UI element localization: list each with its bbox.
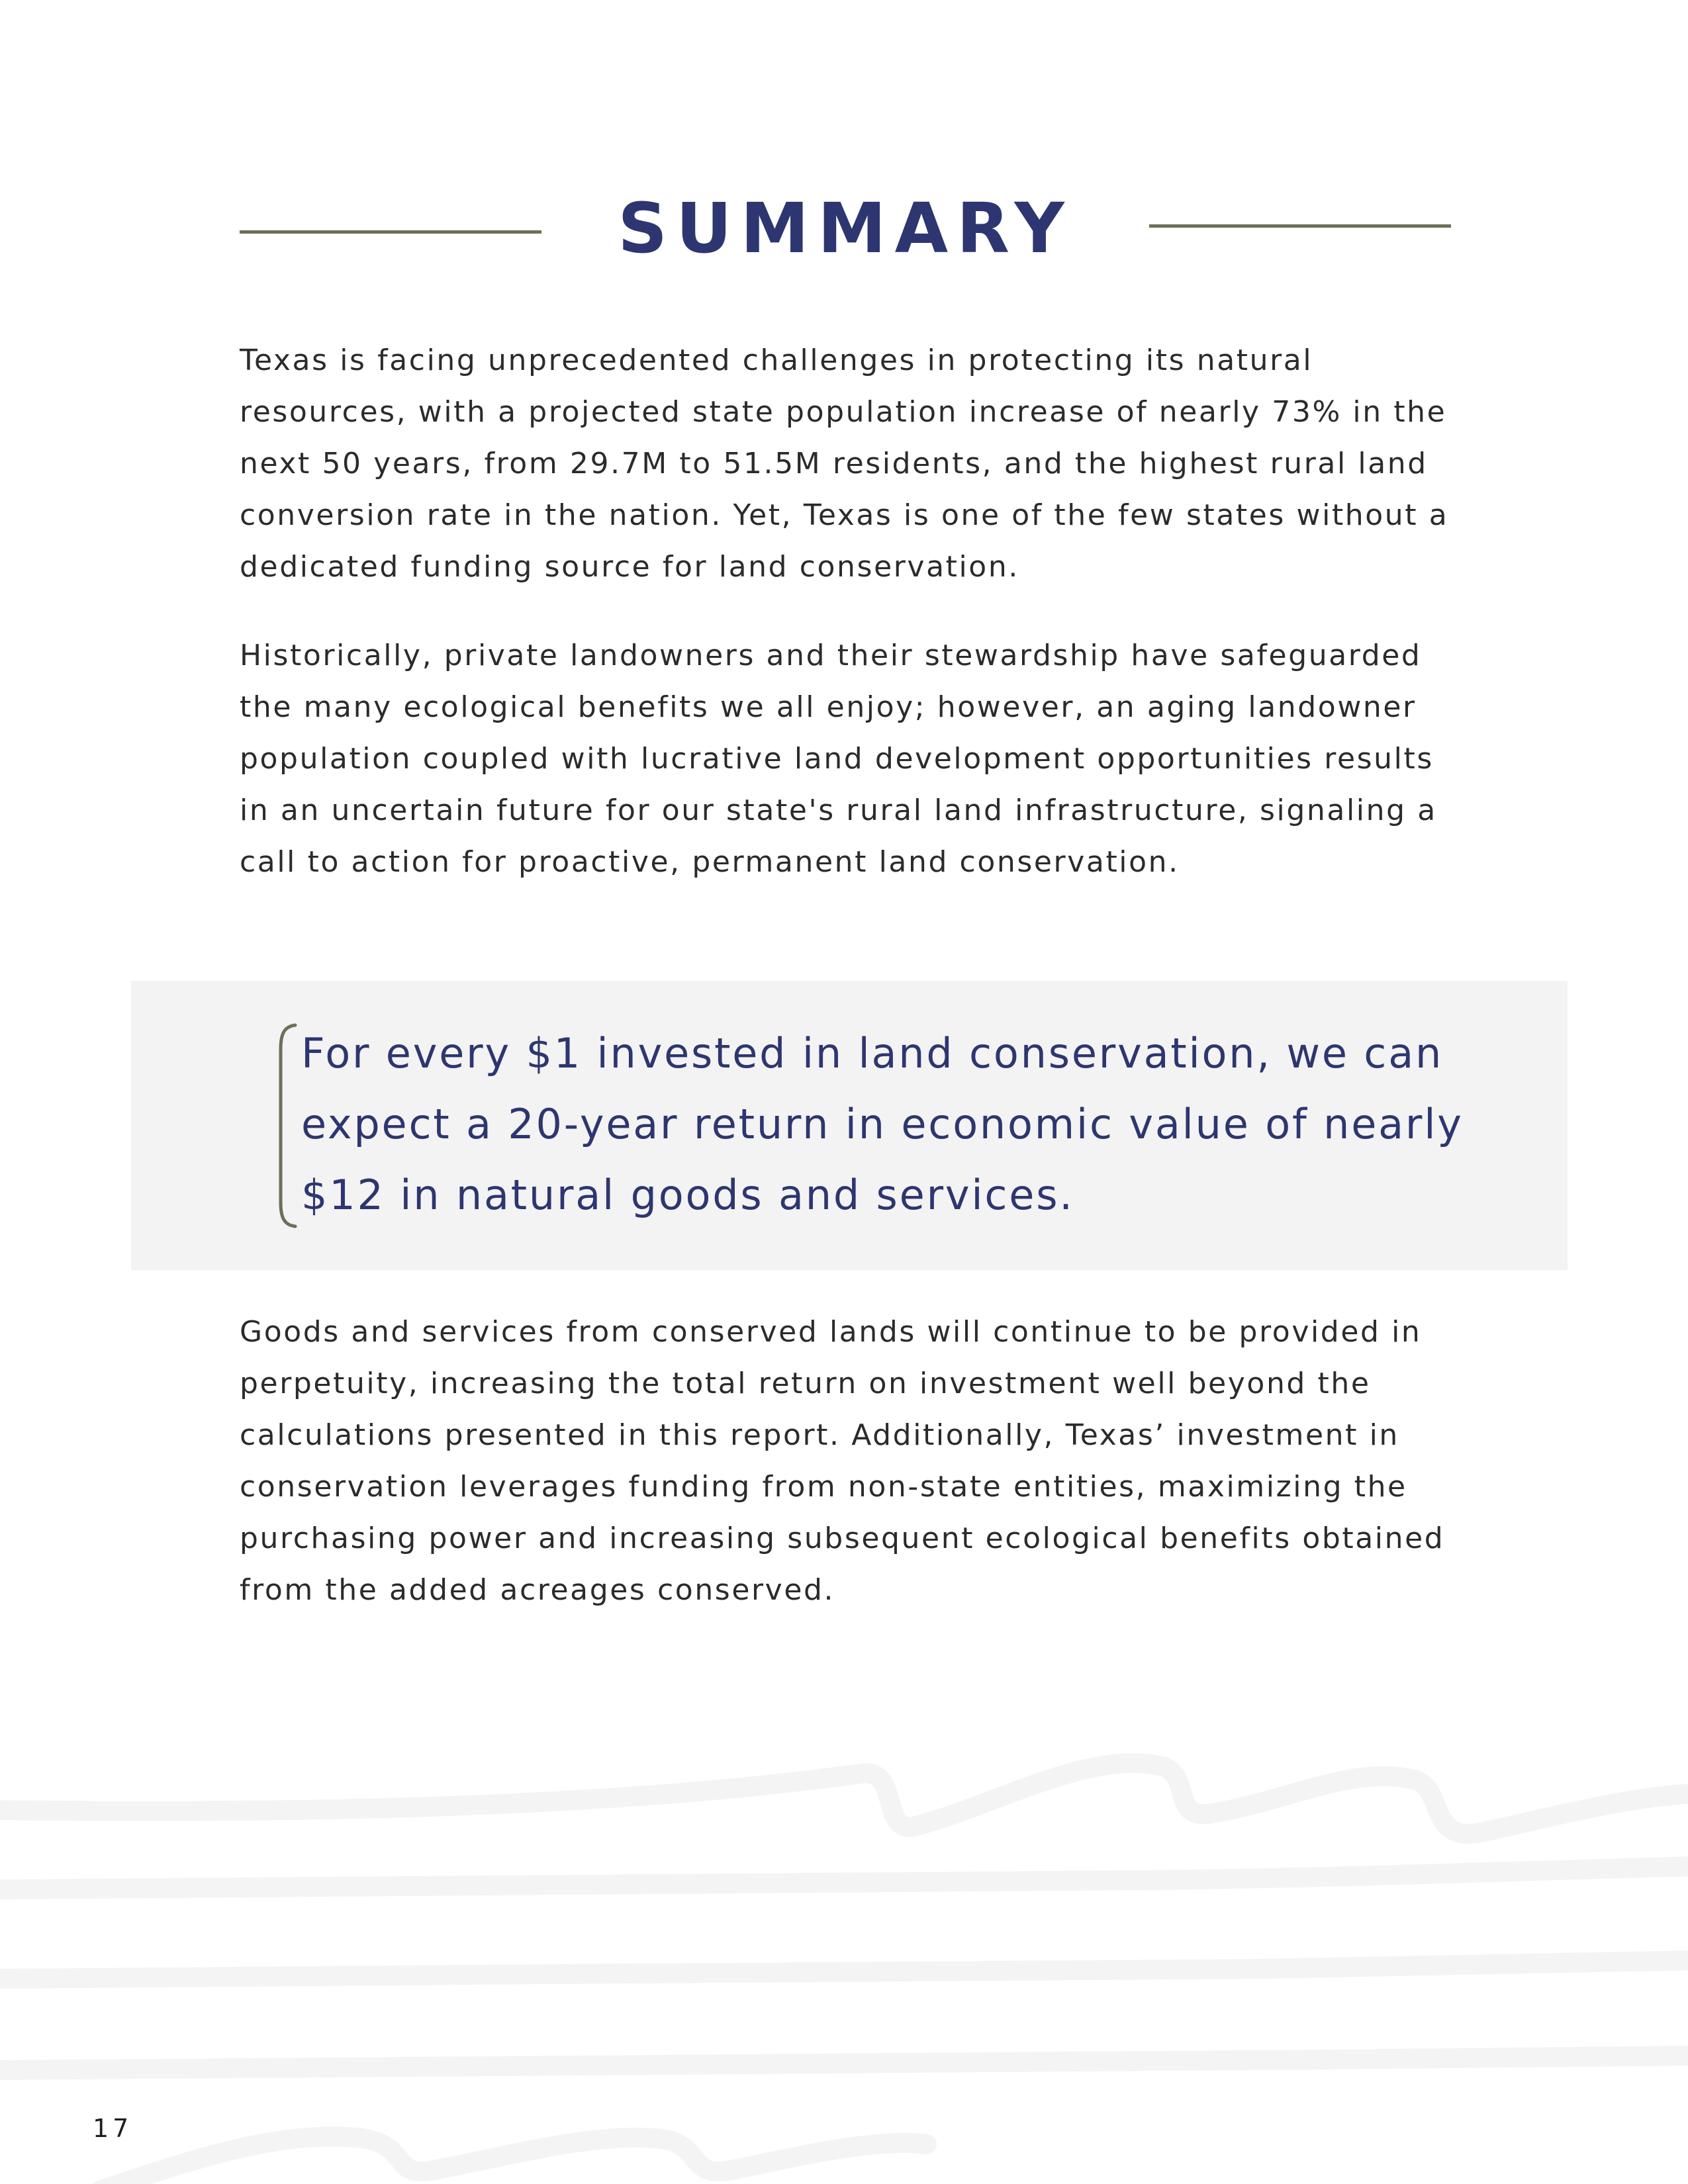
callout-quote: For every $1 invested in land conservation, we can expect a 20-year return in economic value of nearly $12 in natural goods and services. [301, 1029, 1464, 1219]
page-number: 17 [93, 2114, 133, 2143]
summary-paragraph-2: Historically, private landowners and their stewardship have safeguarded the many ecological benefits we all enjoy; however, an aging landowner population coupled with lucrative land development opportunities results in an uncertain future for our state's rural land infrastructure, signaling a call to action for proactive, permanent land conservation. [240, 639, 1437, 879]
summary-paragraph-1: Texas is facing unprecedented challenges in protecting its natural resources, with a projected state population increase of nearly 73% in the next 50 years, from 29.7M to 51.5M residents, and the highest rural land conversion rate in the nation. Yet, Texas is one of the few states without a dedicated funding source for land conservation. [240, 343, 1449, 584]
title-row [240, 185, 1451, 271]
quote-bracket-icon [271, 1023, 298, 1229]
decorative-wave-strokes [0, 1734, 1688, 2184]
page-title: SUMMARY [618, 188, 1073, 269]
summary-paragraph-3: Goods and services from conserved lands will continue to be provided in perpetuity, increasing the total return on investment well beyond the calculations presented in this report. Additionally, Texas’ investment in conservation leverages funding from non-state entities, maximizing the purchasing power and increasing subsequent ecological benefits obtained from the added acreages conserved. [240, 1315, 1445, 1607]
title-rule-right [1149, 224, 1451, 228]
